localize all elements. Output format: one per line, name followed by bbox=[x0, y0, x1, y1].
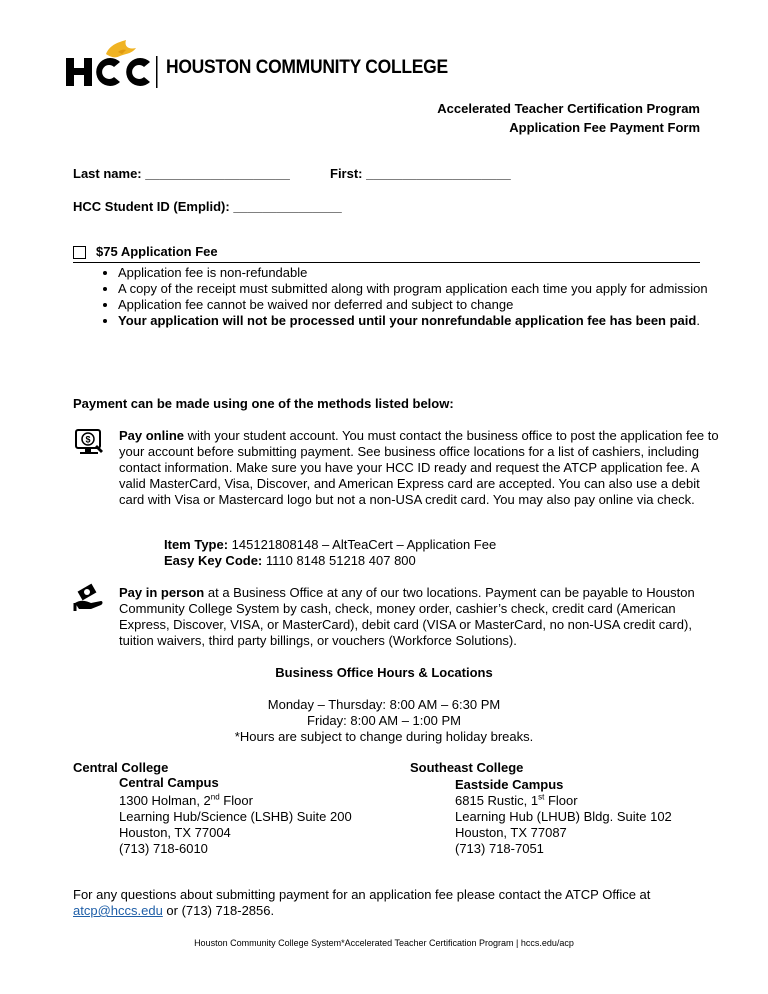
item-type-value: 145121808148 – AltTeaCert – Application Fee bbox=[228, 537, 497, 552]
page-footer: Houston Community College System*Accelerated Teacher Certification Program | hccs.edu/acp bbox=[194, 938, 574, 948]
processing-warning: Your application will not be processed until your nonrefundable application fee has been paid bbox=[118, 313, 697, 328]
college-name: HOUSTON COMMUNITY COLLEGE bbox=[166, 57, 448, 78]
central-addr-sup: nd bbox=[210, 792, 220, 802]
list-item bbox=[118, 313, 728, 329]
item-type bbox=[164, 537, 496, 553]
list-item: • Application fee cannot be waived nor deferred and subject to change bbox=[118, 297, 728, 313]
hours-weekday: Monday – Thursday: 8:00 AM – 6:30 PM bbox=[267, 697, 501, 712]
list-item: • A copy of the receipt must submitted along with program application each time you apply for admission bbox=[118, 281, 728, 297]
southeast-addr-street: 6815 Rustic, 1 bbox=[455, 793, 539, 808]
pay-in-person-body: at a Business Office at any of our two locations. Payment can be payable to Houston Community College System by cash, check, money order, cashier’s check, credit card (American Express, Discover, VISA, or MasterCard), debit card (VISA or MasterCard, no non-USA credit card), tuition waivers, third party billings, or vouchers (Workforce Solutions). bbox=[119, 585, 695, 648]
easy-key-label: Easy Key Code: bbox=[164, 553, 263, 568]
svg-text:$: $ bbox=[85, 434, 91, 445]
southeast-addr-floor: Floor bbox=[544, 793, 578, 808]
pay-in-person-lead: Pay in person bbox=[119, 585, 205, 600]
pay-in-person-text bbox=[119, 585, 719, 649]
southeast-phone: (713) 718-7051 bbox=[455, 841, 544, 856]
southeast-address-2: Learning Hub (LHUB) Bldg. Suite 102 bbox=[455, 809, 672, 824]
easy-key-value: 1110 8148 51218 407 800 bbox=[262, 553, 416, 568]
last-name-field[interactable]: Last name: ____________________ bbox=[73, 166, 290, 181]
southeast-addr-sup: st bbox=[538, 792, 545, 802]
student-id-field[interactable]: HCC Student ID (Emplid): _______________ bbox=[73, 199, 342, 214]
hours-friday: Friday: 8:00 AM – 1:00 PM bbox=[307, 713, 461, 728]
hand-money-icon bbox=[73, 583, 105, 613]
processing-warning-period: . bbox=[696, 313, 700, 328]
central-college: Central College bbox=[73, 760, 169, 775]
central-addr-street: 1300 Holman, 2 bbox=[119, 793, 211, 808]
hours-note: *Hours are subject to change during holiday breaks. bbox=[234, 729, 534, 744]
methods-heading: Payment can be made using one of the methods listed below: bbox=[73, 396, 454, 411]
southeast-city: Houston, TX 77087 bbox=[455, 825, 567, 840]
pay-online-lead: Pay online bbox=[119, 428, 185, 443]
contact-phone: or (713) 718-2856. bbox=[162, 903, 275, 918]
fee-checkbox[interactable] bbox=[73, 246, 86, 259]
list-item: • Application fee is non-refundable bbox=[118, 265, 728, 281]
central-city: Houston, TX 77004 bbox=[119, 825, 231, 840]
first-name-field[interactable]: First: ____________________ bbox=[330, 166, 511, 181]
southeast-college: Southeast College bbox=[410, 760, 524, 775]
fee-heading: $75 Application Fee bbox=[96, 244, 218, 259]
contact-line bbox=[73, 903, 274, 919]
central-address-2: Learning Hub/Science (LSHB) Suite 200 bbox=[119, 809, 352, 824]
atcp-email-link[interactable]: atcp@hccs.edu bbox=[73, 903, 163, 918]
central-address-1 bbox=[119, 793, 253, 809]
central-addr-floor: Floor bbox=[219, 793, 253, 808]
fee-divider bbox=[73, 262, 700, 263]
hcc-logo-mark bbox=[66, 40, 158, 90]
fee-bullets bbox=[96, 265, 728, 329]
southeast-address-1 bbox=[455, 793, 578, 809]
item-type-label: Item Type: bbox=[164, 537, 229, 552]
central-phone: (713) 718-6010 bbox=[119, 841, 208, 856]
hours-heading: Business Office Hours & Locations bbox=[275, 665, 493, 680]
contact-text: For any questions about submitting payment for an application fee please contact the ATCP Office at bbox=[73, 887, 651, 902]
pay-online-text bbox=[119, 428, 719, 508]
program-title: Accelerated Teacher Certification Program bbox=[437, 101, 700, 116]
central-campus: Central Campus bbox=[119, 775, 219, 790]
pay-online-body: with your student account. You must contact the business office to post the application fee to your account before submitting payment. See business office locations for a list of cashiers, including contact information. Make sure you have your HCC ID ready and request the ATCP application fee. A valid MasterCard, Visa, Discover, and American Express card are accepted. You can also use a debit card with Visa or Mastercard logo but not a non-USA credit card. You may also pay online via check. bbox=[119, 428, 719, 507]
computer-dollar-icon bbox=[75, 429, 105, 457]
southeast-campus: Eastside Campus bbox=[455, 777, 564, 792]
form-title: Application Fee Payment Form bbox=[509, 120, 700, 135]
easy-key-code bbox=[164, 553, 416, 569]
